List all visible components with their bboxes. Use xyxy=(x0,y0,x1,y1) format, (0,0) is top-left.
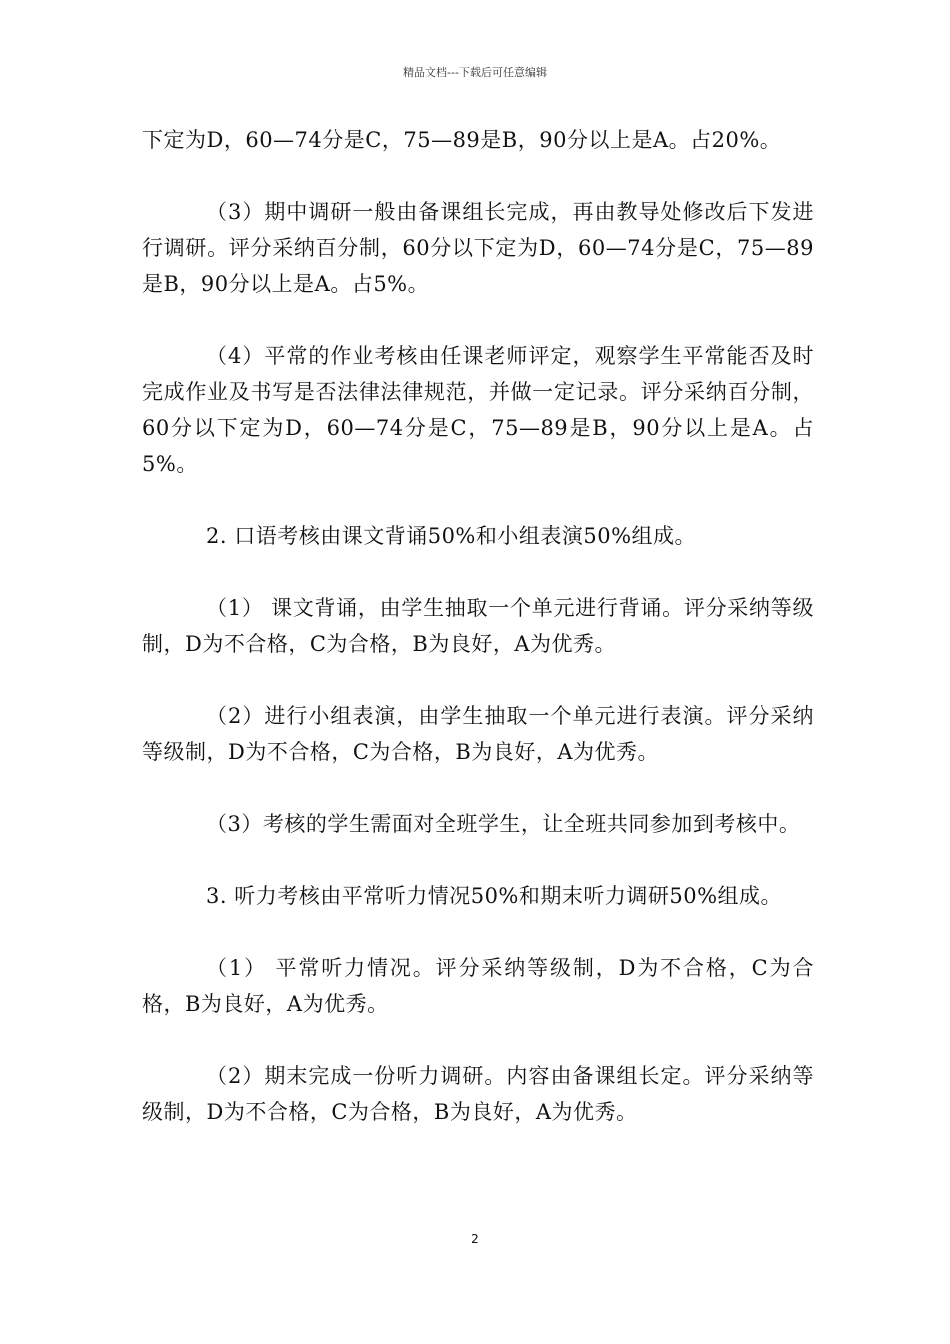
paragraph-homework-assessment: （4）平常的作业考核由任课老师评定，观察学生平常能否及时完成作业及书写是否法律法律规范，并做一定记录。评分采纳百分制，60分以下定为D，60—74分是C，75—89是B，90分以上是A。占5%。 xyxy=(142,344,814,476)
heading-oral-assessment: 2. 口语考核由课文背诵50%和小组表演50%组成。 xyxy=(206,524,697,548)
document-body xyxy=(142,122,814,1166)
paragraph-group-performance: （2）进行小组表演，由学生抽取一个单元进行表演。评分采纳等级制，D为不合格，C为合格，B为良好，A为优秀。 xyxy=(142,704,814,764)
heading-listening-assessment: 3. 听力考核由平常听力情况50%和期末听力调研50%组成。 xyxy=(206,884,783,908)
paragraph-continuation: 下定为D，60—74分是C，75—89是B，90分以上是A。占20%。 xyxy=(142,128,782,152)
paragraph-class-participation: （3）考核的学生需面对全班学生，让全班共同参加到考核中。 xyxy=(206,812,801,836)
paragraph-final-listening-survey: （2）期末完成一份听力调研。内容由备课组长定。评分采纳等级制，D为不合格，C为合格，B为良好，A为优秀。 xyxy=(142,1064,814,1124)
page-header: 精品文档---下载后可任意编辑 xyxy=(403,66,547,79)
paragraph-text-recitation: （1） 课文背诵，由学生抽取一个单元进行背诵。评分采纳等级制，D为不合格，C为合格，B为良好，A为优秀。 xyxy=(142,596,814,656)
page-number: 2 xyxy=(471,1232,479,1246)
paragraph-midterm-survey: （3）期中调研一般由备课组长完成，再由教导处修改后下发进行调研。评分采纳百分制，60分以下定为D，60—74分是C，75—89是B，90分以上是A。占5%。 xyxy=(142,200,814,296)
paragraph-regular-listening: （1） 平常听力情况。评分采纳等级制，D为不合格，C为合格，B为良好，A为优秀。 xyxy=(142,956,814,1016)
